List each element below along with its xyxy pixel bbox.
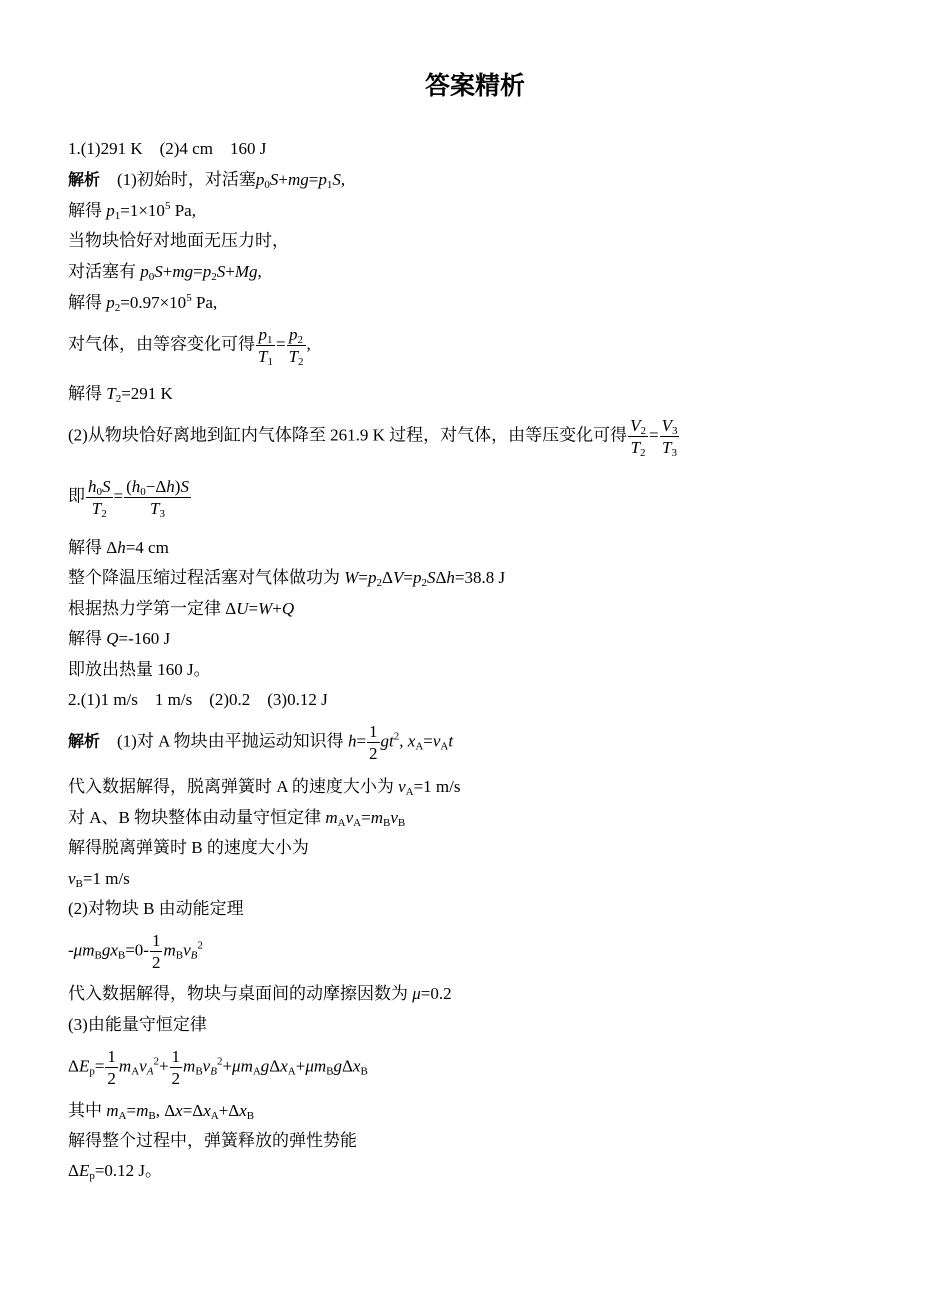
q2-line-11: 其中 $m_A=m_B$, $\Delta x=\Delta x_A+\Delta x_B$: [68, 1101, 255, 1122]
q2-line-8: 代入数据解得，物块与桌面间的动摩擦因数为 μ=0.2: [68, 984, 452, 1003]
q1-line-4: 当物块恰好对地面无压力时，: [68, 231, 289, 250]
q1-analysis-line-1: 解析 (1)初始时，对活塞$p_0S+mg=p_1S$,: [68, 170, 346, 191]
q1-analysis-label: 解析: [68, 170, 101, 189]
q1-line-12: 整个降温压缩过程活塞对气体做功为 $W=p_2\Delta V=p_2S\Delta h=38.8$ J: [68, 568, 506, 589]
fraction-one-half: $\frac{1}{2}$: [107, 1047, 116, 1088]
q1-line-3: 解得 $p_1=1\times 10^5$ Pa,: [68, 200, 196, 222]
q2-line-12: 解得整个过程中，弹簧释放的弹性势能: [68, 1131, 357, 1150]
q2-analysis-line-1: 解析 (1)对 A 物块由平抛运动知识得 h= $\frac{1}{2}$ $gt^2$, $x_A=v_At$: [68, 722, 454, 763]
fraction-one-half: $\frac{1}{2}$: [171, 1047, 181, 1088]
q1-line-10: 即 $\frac{h_0S}{T_2}$ = $\frac{(h_0-\Delta h)S}{T_3}$: [68, 477, 189, 520]
q2-line-10: $\Delta E_p=$ $\frac{1}{2}$ $m_Av_A^2+$ $\frac{1}{2}$ $m_Bv_B^2+\mu m_Ag\Delta x_A+\mu m_Bg\Delta x_B$: [68, 1047, 368, 1088]
q2-line-2: 代入数据解得，脱离弹簧时 A 的速度大小为 $v_A=1$ m/s: [68, 777, 461, 798]
q2-line-3: 对 A、B 物块整体由动量守恒定律 $m_Av_A=m_Bv_B$: [68, 808, 406, 829]
q1-line-7: 对气体，由等容变化可得 $\frac{p_1}{T_1}$ = $\frac{p_2}{T_2}$ ,: [68, 325, 311, 368]
q2-line-5: $v_B=1$ m/s: [68, 869, 130, 890]
q1-line-8: 解得 $T_2=291$ K: [68, 384, 173, 405]
fraction-h0-minus-dh-s-over-t3: $\frac{(h_0-\Delta h)S}{T_3}$: [126, 477, 189, 520]
q1-line-14: 解得 Q=-160 J: [68, 629, 171, 648]
q1-line-13: 根据热力学第一定律 ΔU=W+Q: [68, 599, 295, 618]
fraction-h0s-over-t2: $\frac{h_0S}{T_2}$: [88, 477, 111, 520]
q2-answer: 2.(1)1 m/s 1 m/s (2)0.2 (3)0.12 J: [68, 690, 328, 709]
fraction-one-half: $\frac{1}{2}$: [151, 931, 161, 972]
q2-analysis-label: 解析: [68, 731, 101, 751]
fraction-v3-over-t3: $\frac{V_3}{T_3}$: [661, 416, 678, 459]
page-title: 答案精析: [424, 71, 525, 100]
q2-line-7: $-\mu m_Bgx_B=0-$ $\frac{1}{2}$ $m_Bv_B^2$: [68, 931, 203, 972]
fraction-v2-over-t2: $\frac{V_2}{T_2}$: [630, 416, 646, 459]
q1-line-9: (2)从物块恰好离地到缸内气体降至 261.9 K 过程，对气体，由等压变化可得 $\frac{V_2}{T_2}$ = $\frac{V_3}{T_3}$: [68, 416, 678, 459]
q1-answer: 1.(1)291 K (2)4 cm 160 J: [68, 139, 267, 158]
q1-line-5: 对活塞有 $p_0S+mg=p_2S+Mg$,: [68, 262, 262, 283]
q2-line-13: $\Delta E_p=0.12$ J。: [68, 1161, 163, 1182]
q1-line-15: 即放出热量 160 J。: [68, 660, 211, 679]
fraction-p2-over-t2: $\frac{p_2}{T_2}$: [288, 325, 304, 368]
q1-line-6: 解得 $p_2=0.97\times 10^5$ Pa,: [68, 292, 218, 314]
q2-line-6: (2)对物块 B 由动能定理: [68, 899, 244, 918]
q2-line-4: 解得脱离弹簧时 B 的速度大小为: [68, 838, 309, 857]
q2-line-9: (3)由能量守恒定律: [68, 1015, 207, 1034]
q1-line-11: 解得 Δh=4 cm: [68, 538, 169, 557]
fraction-p1-over-t1: $\frac{p_1}{T_1}$: [258, 325, 273, 368]
fraction-one-half: $\frac{1}{2}$: [369, 722, 378, 763]
